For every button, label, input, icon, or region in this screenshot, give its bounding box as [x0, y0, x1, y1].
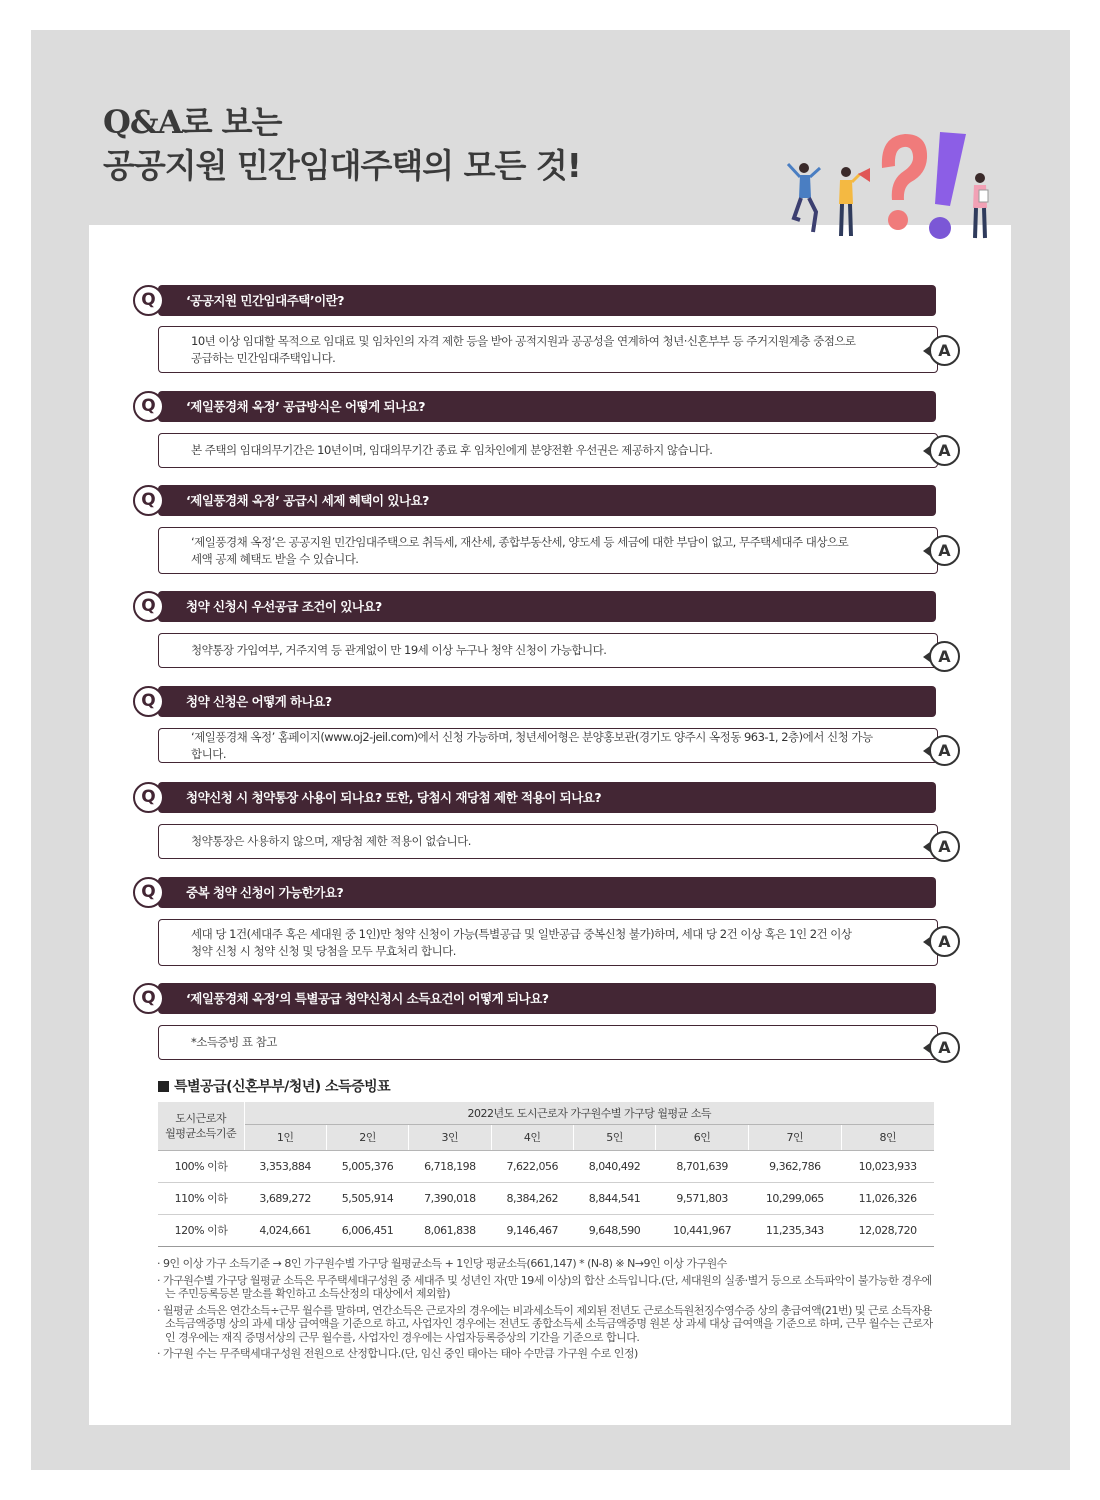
table-cell: 10,299,065	[748, 1182, 841, 1214]
table-cell: 9,571,803	[656, 1182, 749, 1214]
table-cell: 7,622,056	[491, 1150, 573, 1182]
footnote: · 월평균 소득은 연간소득÷근무 월수를 말하며, 연간소득은 근로자의 경우에는 비과세소득이 제외된 전년도 근로소득원천징수영수증 상의 총급여액(21번) 및 근로 소득자용 소득금액증명 상의 과세 대상 급여액을 기준으로 하고, 사업자인 경우에는 전년도 종합소득세 소득금액증명 원본 상 과세 대상 급여액을 기준으로 하며, 근무 월수는 근로자인 경우에는 재직 증명서상의 근무 월수를, 사업자인 경우에는 사업자등록증상의 기간을 기준으로 합니다.	[157, 1303, 933, 1344]
answer-box	[158, 633, 938, 668]
q-badge: Q	[133, 686, 164, 717]
q-badge: Q	[133, 391, 164, 422]
answer-line: 청약 신청 시 청약 신청 및 당첨을 모두 무효처리 합니다.	[191, 943, 456, 958]
group-header: 2022년도 도시근로자 가구원수별 가구당 월평균 소득	[244, 1102, 934, 1124]
a-badge: A	[929, 831, 960, 862]
a-badge: A	[929, 1032, 960, 1063]
answer-line: ‘제일풍경채 옥정’ 홈페이지(www.oj2-jeil.com)에서 신청 가능하며, 청년세어형은 분양홍보관(경기도 양주시 옥정동 963-1, 2층)에서 신청 가능합니다.	[191, 729, 873, 761]
person-megaphone-icon	[839, 167, 870, 236]
table-cell: 5,505,914	[326, 1182, 408, 1214]
column-header: 8인	[841, 1124, 934, 1150]
column-header: 1인	[244, 1124, 326, 1150]
question-text: 청약 신청시 우선공급 조건이 있나요?	[186, 599, 382, 614]
answer-box	[158, 919, 938, 966]
q-badge: Q	[133, 983, 164, 1014]
column-header: 6인	[656, 1124, 749, 1150]
question-text: 중복 청약 신청이 가능한가요?	[186, 885, 344, 900]
answer-text	[191, 833, 471, 850]
table-cell: 11,235,343	[748, 1214, 841, 1246]
footnote: · 가구원수별 가구당 월평균 소득은 무주택세대구성원 중 세대주 및 성년인 자(만 19세 이상)의 합산 소득입니다.(단, 세대원의 실종·별거 등으로 소득파악이 불가능한 경우에는 주민등록등본 말소를 확인하고 소득산정의 대상에서 제외함)	[157, 1273, 932, 1300]
q-badge: Q	[133, 485, 164, 516]
answer-line: ‘제일풍경채 옥정’은 공공지원 민간임대주택으로 취득세, 재산세, 종합부동산세, 양도세 등 세금에 대한 부담이 없고, 무주택세대주 대상으로	[191, 534, 849, 549]
column-header: 5인	[573, 1124, 655, 1150]
column-header: 2인	[326, 1124, 408, 1150]
table-cell: 8,040,492	[573, 1150, 655, 1182]
question-text: 청약 신청은 어떻게 하나요?	[186, 694, 332, 709]
table-cell: 9,648,590	[573, 1214, 655, 1246]
table-cell: 12,028,720	[841, 1214, 934, 1246]
table-cell: 8,844,541	[573, 1182, 655, 1214]
footnote: · 가구원 수는 무주택세대구성원 전원으로 산정합니다.(단, 임신 중인 태아는 태아 수만큼 가구원 수로 인정)	[157, 1347, 638, 1360]
table-cell: 3,689,272	[244, 1182, 326, 1214]
page-title-line2: 공공지원 민간임대주택의 모든 것!	[103, 146, 581, 185]
people-with-question-exclamation-marks	[780, 128, 1000, 243]
answer-box	[158, 824, 938, 859]
table-cell: 6,006,451	[326, 1214, 408, 1246]
question-dot-icon	[888, 210, 908, 230]
table-cell: 10,441,967	[656, 1214, 749, 1246]
answer-text	[191, 926, 852, 960]
person-jumping-icon	[788, 163, 820, 232]
answer-line: 세대 당 1건(세대주 혹은 세대원 중 1인)만 청약 신청이 가능(특별공급 및 일반공급 중복신청 불가)하며, 세대 당 2건 이상 혹은 1인 2건 이상	[191, 926, 852, 941]
footnotes	[157, 1257, 937, 1364]
column-header: 7인	[748, 1124, 841, 1150]
question-bar	[158, 391, 936, 422]
table-cell: 4,024,661	[244, 1214, 326, 1246]
basis-header	[158, 1102, 244, 1150]
answer-line: 청약통장은 사용하지 않으며, 재당첨 제한 적용이 없습니다.	[191, 834, 471, 848]
table-cell: 9,146,467	[491, 1214, 573, 1246]
footnote: · 9인 이상 가구 소득기준 → 8인 가구원수별 가구당 월평균소득 + 1인당 평균소득(661,147) * (N-8) ※ N→9인 이상 가구원수	[157, 1257, 727, 1270]
question-bar	[158, 877, 936, 908]
row-label: 100% 이하	[158, 1150, 244, 1182]
question-bar	[158, 686, 936, 717]
answer-box	[158, 527, 938, 574]
table-cell: 9,362,786	[748, 1150, 841, 1182]
table-cell: 11,026,326	[841, 1182, 934, 1214]
a-badge: A	[929, 926, 960, 957]
table-row	[158, 1182, 934, 1214]
answer-line: 세액 공제 혜택도 받을 수 있습니다.	[191, 551, 359, 566]
table-row	[158, 1214, 934, 1246]
answer-box	[158, 433, 938, 468]
exclamation-mark-icon	[935, 132, 966, 206]
question-bar	[158, 591, 936, 622]
column-header: 3인	[409, 1124, 491, 1150]
answer-line: 청약통장 가입여부, 거주지역 등 관계없이 만 19세 이상 누구나 청약 신청이 가능합니다.	[191, 643, 607, 657]
question-mark-icon	[882, 134, 927, 200]
row-label: 110% 이하	[158, 1182, 244, 1214]
answer-text	[191, 333, 856, 367]
answer-box	[158, 1025, 938, 1060]
answer-text	[191, 642, 606, 659]
answer-text	[191, 1034, 277, 1051]
table-cell: 8,384,262	[491, 1182, 573, 1214]
basis-header-line: 도시근로자	[175, 1111, 227, 1125]
answer-text	[191, 442, 712, 459]
table-row	[158, 1150, 934, 1182]
income-table	[158, 1102, 934, 1247]
row-label: 120% 이하	[158, 1214, 244, 1246]
answer-text	[191, 534, 848, 568]
q-badge: Q	[133, 591, 164, 622]
a-badge: A	[929, 535, 960, 566]
question-text: ‘제일풍경채 옥정’ 공급시 세제 혜택이 있나요?	[186, 493, 429, 508]
answer-box	[158, 728, 938, 763]
answer-line: 본 주택의 임대의무기간은 10년이며, 임대의무기간 종료 후 임차인에게 분양전환 우선권은 제공하지 않습니다.	[191, 443, 713, 457]
q-badge: Q	[133, 782, 164, 813]
q-badge: Q	[133, 285, 164, 316]
exclamation-dot-icon	[929, 217, 951, 239]
question-bar	[158, 782, 936, 813]
question-text: ‘제일풍경채 옥정’의 특별공급 청약신청시 소득요건이 어떻게 되나요?	[186, 991, 549, 1006]
question-text: 청약신청 시 청약통장 사용이 되나요? 또한, 당첨시 재당첨 제한 적용이 되나요?	[186, 790, 602, 805]
table-cell: 8,701,639	[656, 1150, 749, 1182]
page-title	[103, 102, 581, 188]
table-cell: 3,353,884	[244, 1150, 326, 1182]
question-text: ‘공공지원 민간임대주택’이란?	[186, 293, 345, 308]
table-cell: 10,023,933	[841, 1150, 934, 1182]
table-title-text: 특별공급(신혼부부/청년) 소득증빙표	[174, 1079, 391, 1095]
square-bullet-icon	[158, 1081, 169, 1092]
person-with-board-icon	[973, 173, 988, 238]
table-cell: 7,390,018	[409, 1182, 491, 1214]
answer-box	[158, 326, 938, 373]
a-badge: A	[929, 641, 960, 672]
table-cell: 8,061,838	[409, 1214, 491, 1246]
a-badge: A	[929, 435, 960, 466]
question-bar	[158, 285, 936, 316]
table-title	[158, 1076, 390, 1096]
question-bar	[158, 983, 936, 1014]
answer-text	[191, 729, 877, 763]
question-text: ‘제일풍경채 옥정’ 공급방식은 어떻게 되나요?	[186, 399, 426, 414]
answer-line: *소득증빙 표 참고	[191, 1035, 277, 1049]
table-cell: 5,005,376	[326, 1150, 408, 1182]
basis-header-line: 월평균소득기준	[165, 1126, 237, 1140]
page-title-line1: Q&A로 보는	[103, 103, 282, 141]
a-badge: A	[929, 335, 960, 366]
answer-line: 10년 이상 임대할 목적으로 임대료 및 임차인의 자격 제한 등을 받아 공적지원과 공공성을 연계하여 청년·신혼부부 등 주거지원계층 중점으로	[191, 333, 856, 348]
column-header: 4인	[491, 1124, 573, 1150]
answer-line: 공급하는 민간임대주택입니다.	[191, 350, 336, 365]
a-badge: A	[929, 735, 960, 766]
q-badge: Q	[133, 877, 164, 908]
table-cell: 6,718,198	[409, 1150, 491, 1182]
question-bar	[158, 485, 936, 516]
